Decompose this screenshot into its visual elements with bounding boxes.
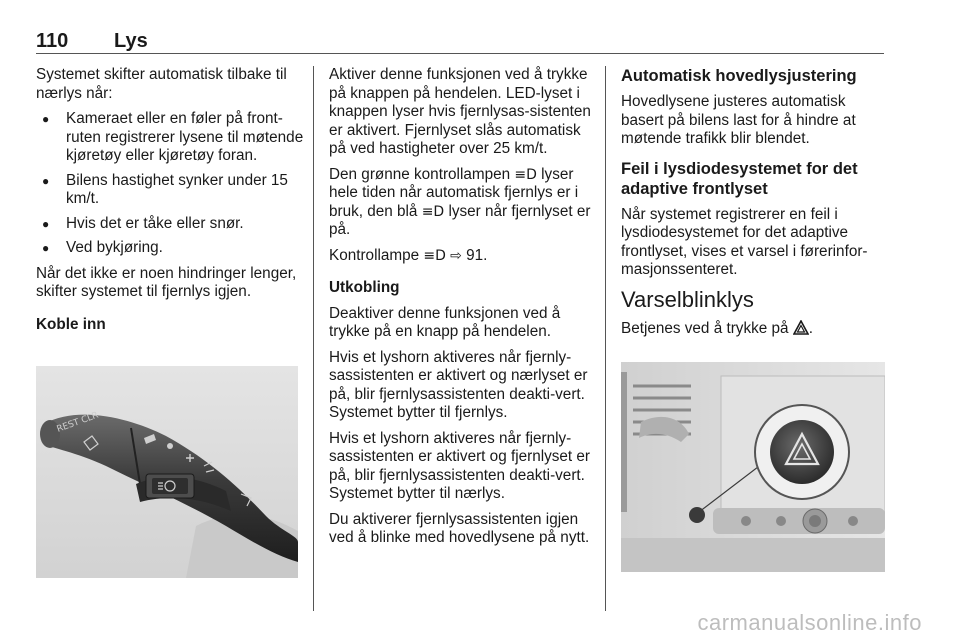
high-beam-icon: ≡D — [421, 203, 445, 220]
fog-label: REST CLR — [55, 410, 100, 435]
conditions-list — [36, 110, 304, 258]
page-number: 110 — [36, 30, 69, 52]
header-rule — [36, 53, 884, 54]
activate-paragraph: Aktiver denne funksjonen ved å trykke på knappen på hendelen. LED-lyset i knappen lyser hvis fjernlysas-sistenten er aktivert. Fjernlyset slås automatisk på ved hastigheter over 25 km/t. — [329, 66, 591, 157]
led-fault-paragraph: Når systemet registrerer en feil i lysdiodesystemet for det adaptive frontlyset, vises et varsel i førerinfor-masjonssenteret. — [621, 205, 868, 278]
auto-high-beam-icon: ≡D — [514, 166, 537, 183]
list-item: ● Bilens hastighet synker under 15 km/t. — [36, 172, 304, 209]
flash-low-paragraph: Hvis et lyshorn aktiveres når fjernly-sassistenten er aktivert og nærlyset er på, blir fjernlysassistenten deakti-vert. Systemet bytter til fjernlys. — [329, 348, 588, 421]
section-heading-koble-inn: Koble inn — [36, 315, 106, 333]
watermark: carmanualsonline.info — [697, 610, 922, 635]
list-item: ● Kameraet eller en føler på front-ruten registrerer lysene til møtende kjøretøy eller kjøretøy foran. — [36, 110, 304, 166]
heading-auto-leveling: Automatisk hovedlysjustering — [621, 67, 857, 85]
section-heading-utkobling: Utkobling — [329, 279, 400, 296]
after-paragraph: Når det ikke er noen hindringer lenger, skifter systemet til fjernlys igjen. — [36, 264, 297, 300]
list-item: ● Hvis det er tåke eller snør. — [36, 215, 304, 234]
heading-hazard-lights: Varselblinklys — [621, 286, 754, 312]
list-item: ● Ved bykjøring. — [36, 239, 304, 258]
column-divider-1 — [313, 66, 314, 611]
heading-led-fault: Feil i lysdiodesystemet for det adaptive frontlyset — [621, 159, 858, 198]
column-1 — [36, 66, 304, 341]
page-ref-link[interactable]: 91. — [466, 246, 488, 264]
hazard-figure — [621, 362, 885, 572]
column-2 — [329, 66, 597, 555]
control-lamp-ref: Kontrollampe ≡D ⇨ 91. — [329, 246, 488, 264]
deactivate-paragraph: Deaktiver denne funksjonen ved å trykke på en knapp på hendelen. — [329, 304, 561, 340]
stalk-figure — [36, 366, 298, 578]
auto-leveling-paragraph: Hovedlysene justeres automatisk basert på bilens last for å hindre at møtende trafikk blir blendet. — [621, 93, 856, 147]
page-ref-icon: ⇨ — [450, 247, 462, 264]
stalk-illustration — [36, 366, 298, 578]
hazard-warning-icon — [793, 320, 809, 341]
control-lamp-paragraph: Den grønne kontrollampen ≡D lyser hele tiden når automatisk fjernlys er i bruk, den blå ≡D lyser når fjernlyset er på. — [329, 165, 591, 238]
column-divider-2 — [605, 66, 606, 611]
intro-paragraph: Systemet skifter automatisk tilbake til nærlys når: — [36, 66, 287, 102]
reactivate-paragraph: Du aktiverer fjernlysassistenten igjen ved å blinke med hovedlysene på nytt. — [329, 510, 590, 546]
auto-high-beam-icon: ≡D — [423, 247, 446, 264]
column-3 — [621, 66, 886, 347]
flash-high-paragraph: Hvis et lyshorn aktiveres når fjernly-sassistenten er aktivert og fjernlyset er på, blir fjernlysassistenten deakti-vert. Systemet bytter til nærlys. — [329, 429, 591, 502]
page-title: Lys — [114, 30, 148, 52]
hazard-paragraph: Betjenes ved å trykke på . — [621, 320, 886, 341]
hazard-switch-illustration — [621, 362, 885, 572]
